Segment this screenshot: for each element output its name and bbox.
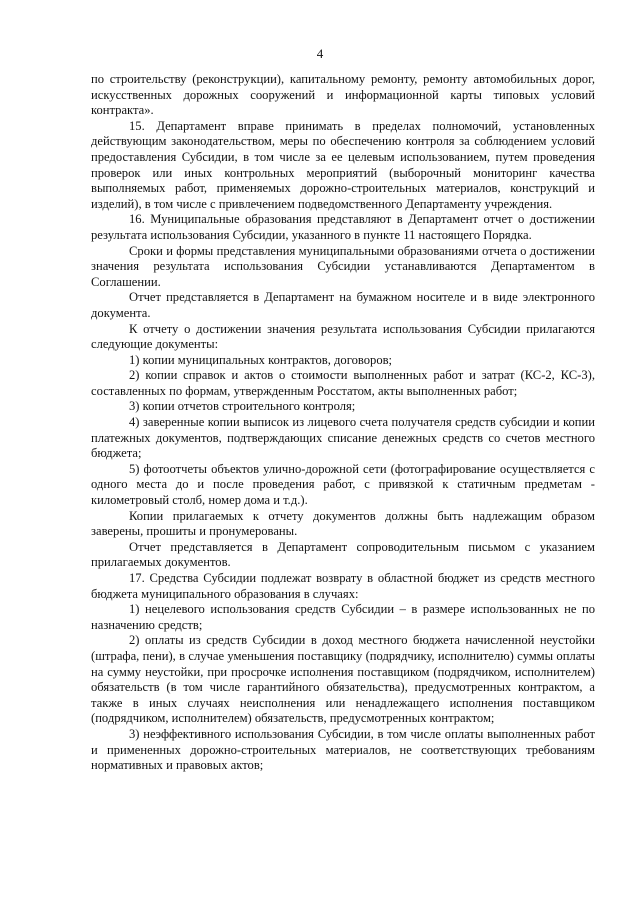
paragraph-copies-certification: Копии прилагаемых к отчету документов должны быть надлежащим образом заверены, прошиты и пронумерованы. xyxy=(91,508,595,539)
paragraph-continuation: по строительству (реконструкции), капитальному ремонту, ремонту автомобильных дорог, искусственных дорожных сооружений и информационной карты типовых условий контракта». xyxy=(91,72,595,118)
paragraph-report-terms: Сроки и формы представления муниципальными образованиями отчета о достижении значения результата использования Субсидии устанавливаются Департаментом в Соглашении. xyxy=(91,243,595,289)
paragraph-cover-letter: Отчет представляется в Департамент сопроводительным письмом с указанием прилагаемых документов. xyxy=(91,539,595,570)
list-item-3: 3) копии отчетов строительного контроля; xyxy=(129,399,356,414)
page-number: 4 xyxy=(316,46,324,61)
paragraph-attached-documents: К отчету о достижении значения результата использования Субсидии прилагаются следующие документы: xyxy=(91,321,595,352)
paragraph-item-15: 15. Департамент вправе принимать в пределах полномочий, установленных действующим законодательством, меры по обеспечению контроля за соблюдением условий предоставления Субсидии, в том числе за ее целевым использованием, путем проведения проверок или иных контрольных мероприятий (выборочный мониторинг качества выполняемых работ, применяемых дорожно-строительных материалов, конструкций и изделий), в том числе с привлечением подведомственного Департаменту учреждения. xyxy=(91,118,595,211)
list-item-4: 4) заверенные копии выписок из лицевого счета получателя средств субсидии и копии платежных документов, подтверждающих списание денежных средств со счетов местного бюджета; xyxy=(91,415,595,461)
refund-case-2: 2) оплаты из средств Субсидии в доход местного бюджета начисленной неустойки (штрафа, пени), в случае уменьшения поставщику (подрядчику, исполнителю) суммы оплаты на сумму неустойки, при просрочке исполнения поставщиком (подрядчиком, исполнителем) обязательств (в том числе гарантийного обязательства), предусмотренных контрактом, а также в иных случаях неисполнения или ненадлежащего исполнения поставщиком (подрядчиком, исполнителем) обязательств, предусмотренных контрактом; xyxy=(91,633,595,726)
paragraph-report-format: Отчет представляется в Департамент на бумажном носителе и в виде электронного документа. xyxy=(91,290,595,320)
list-item-2: 2) копии справок и актов о стоимости выполненных работ и затрат (КС-2, КС-3), составленных по формам, утвержденным Росстатом, акты выполненных работ; xyxy=(91,368,595,398)
list-item-1: 1) копии муниципальных контрактов, договоров; xyxy=(129,352,393,367)
refund-case-3: 3) неэффективного использования Субсидии, в том числе оплаты выполненных работ и примененных дорожно-строительных материалов, не соответствующих требованиям нормативных и правовых актов; xyxy=(91,726,595,773)
document-body xyxy=(91,72,595,774)
paragraph-item-16: 16. Муниципальные образования представляют в Департамент отчет о достижении результата использования Субсидии, указанного в пункте 11 настоящего Порядка. xyxy=(91,212,595,242)
list-item-5: 5) фотоотчеты объектов улично-дорожной сети (фотографирование осуществляется с одного места до и после проведения работ, с привязкой к статичным предметам - километровый столб, номер дома и т.д.). xyxy=(91,461,595,508)
refund-case-1: 1) нецелевого использования средств Субсидии – в размере использованных не по назначению средств; xyxy=(91,602,595,632)
paragraph-item-17: 17. Средства Субсидии подлежат возврату в областной бюджет из средств местного бюджета муниципального образования в случаях: xyxy=(91,571,595,601)
